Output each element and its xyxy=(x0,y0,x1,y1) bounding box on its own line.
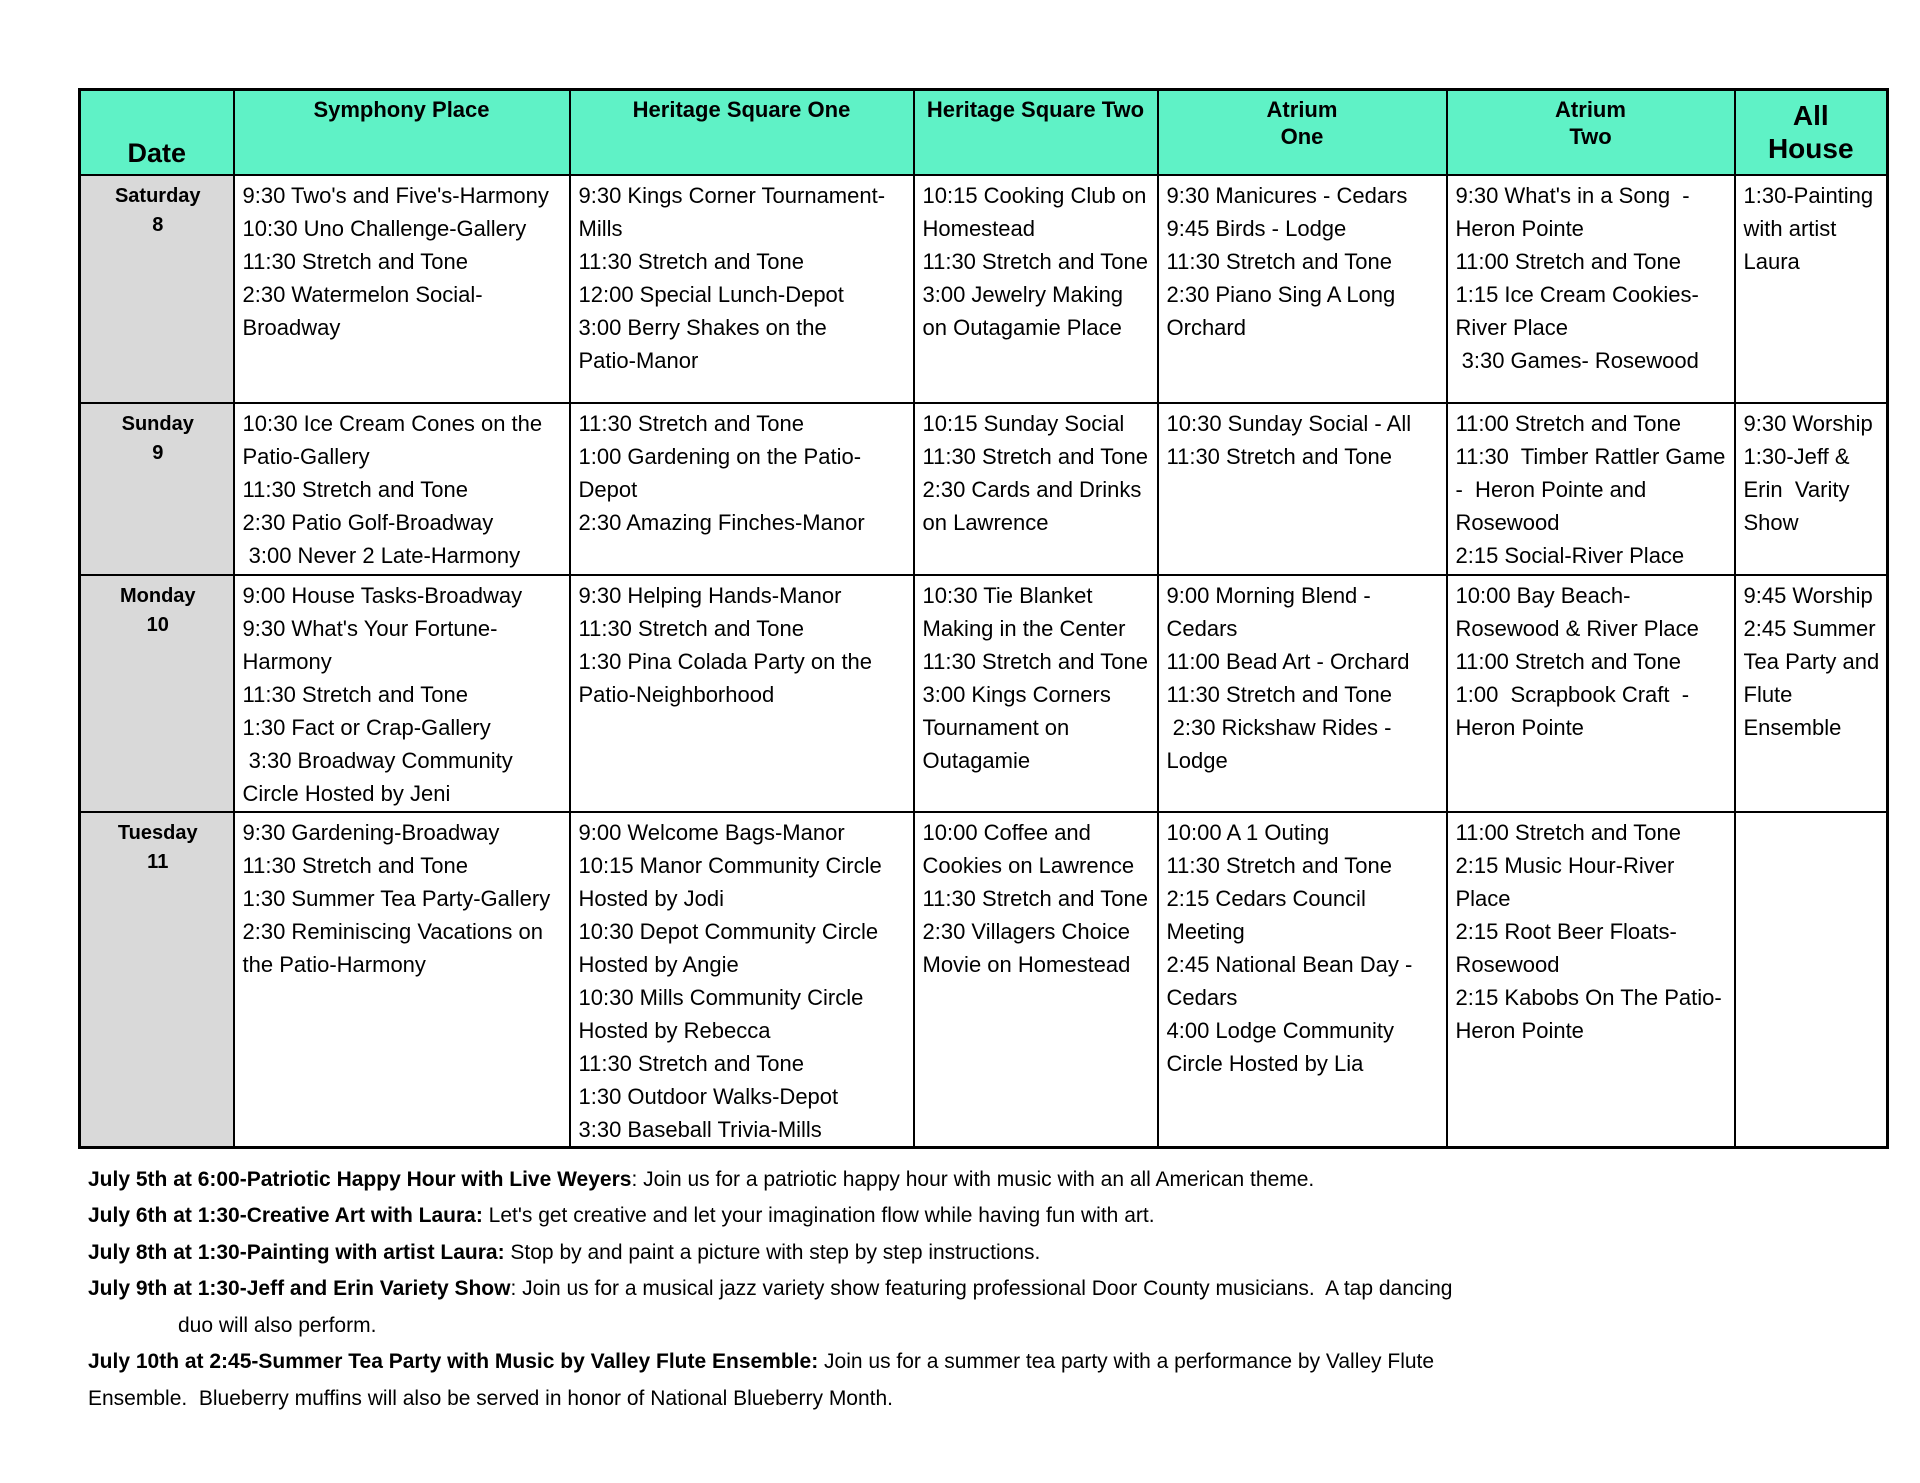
column-header-symphony-place: Symphony Place xyxy=(234,90,570,175)
cell-tuesday-heritage-square-one: 9:00 Welcome Bags-Manor 10:15 Manor Community Circle Hosted by Jodi 10:30 Depot Community Circle Hosted by Angie 10:30 Mills Community Circle Hosted by Rebecca 11:30 Stretch and Tone 1:30 Outdoor Walks-Depot 3:30 Baseball Trivia-Mills xyxy=(570,812,914,1148)
note-regular-text: : Join us for a musical jazz variety show featuring professional Door County musicians. A tap dancing xyxy=(510,1277,1453,1300)
cell-tuesday-heritage-square-two: 10:00 Coffee and Cookies on Lawrence 11:30 Stretch and Tone 2:30 Villagers Choice Movie on Homestead xyxy=(914,812,1158,1148)
note-regular-text: : Join us for a patriotic happy hour with music with an all American theme. xyxy=(631,1167,1315,1191)
cell-sunday-all-house: 9:30 Worship 1:30-Jeff & Erin Varity Show xyxy=(1735,403,1888,575)
row-monday-10 xyxy=(80,575,1888,812)
cell-tuesday-symphony-place: 9:30 Gardening-Broadway 11:30 Stretch and Tone 1:30 Summer Tea Party-Gallery 2:30 Reminiscing Vacations on the Patio-Harmony xyxy=(234,812,570,1148)
column-header-atrium-two: Atrium Two xyxy=(1447,90,1735,175)
note-regular-text: Ensemble. Blueberry muffins will also be served in honor of National Blueberry Month. xyxy=(88,1386,894,1410)
day-number: 11 xyxy=(147,850,169,873)
cell-sunday-atrium-two: 11:00 Stretch and Tone 11:30 Timber Rattler Game - Heron Pointe and Rosewood 2:15 Social-River Place xyxy=(1447,403,1735,575)
cell-saturday-symphony-place: 9:30 Two's and Five's-Harmony 10:30 Uno Challenge-Gallery 11:30 Stretch and Tone 2:30 Watermelon Social-Broadway xyxy=(234,175,570,403)
day-number: 8 xyxy=(152,213,164,236)
row-sunday-9 xyxy=(80,403,1888,575)
cell-monday-all-house: 9:45 Worship 2:45 Summer Tea Party and Flute Ensemble xyxy=(1735,575,1888,812)
note-regular-text: duo will also perform. xyxy=(178,1313,377,1337)
header-row xyxy=(80,90,1888,175)
date-cell-monday xyxy=(80,575,234,812)
note-regular-text: Let's get creative and let your imagination flow while having fun with art. xyxy=(482,1204,1155,1227)
note-july-6 xyxy=(88,1198,1886,1235)
column-header-all-house: All House xyxy=(1735,90,1888,175)
cell-monday-heritage-square-one: 9:30 Helping Hands-Manor 11:30 Stretch and Tone 1:30 Pina Colada Party on the Patio-Neighborhood xyxy=(570,575,914,812)
cell-monday-heritage-square-two: 10:30 Tie Blanket Making in the Center 11:30 Stretch and Tone 3:00 Kings Corners Tournament on Outagamie xyxy=(914,575,1158,812)
cell-monday-atrium-one: 9:00 Morning Blend - Cedars 11:00 Bead Art - Orchard 11:30 Stretch and Tone 2:30 Rickshaw Rides - Lodge xyxy=(1158,575,1447,812)
cell-monday-symphony-place: 9:00 House Tasks-Broadway 9:30 What's Your Fortune-Harmony 11:30 Stretch and Tone 1:30 Fact or Crap-Gallery 3:30 Broadway Community Circle Hosted by Jeni xyxy=(234,575,570,812)
day-name: Sunday xyxy=(121,412,194,435)
cell-tuesday-atrium-two: 11:00 Stretch and Tone 2:15 Music Hour-River Place 2:15 Root Beer Floats-Rosewood 2:15 Kabobs On The Patio-Heron Pointe xyxy=(1447,812,1735,1148)
cell-saturday-all-house: 1:30-Painting with artist Laura xyxy=(1735,175,1888,403)
cell-sunday-atrium-one: 10:30 Sunday Social - All 11:30 Stretch and Tone xyxy=(1158,403,1447,575)
note-bold-text: July 10th at 2:45-Summer Tea Party with Music by Valley Flute Ensemble: xyxy=(88,1350,819,1373)
day-number: 9 xyxy=(152,441,164,464)
activity-schedule-table xyxy=(78,88,1889,1149)
cell-saturday-heritage-square-two: 10:15 Cooking Club on Homestead 11:30 Stretch and Tone 3:00 Jewelry Making on Outagamie Place xyxy=(914,175,1158,403)
note-july-10 xyxy=(88,1344,1886,1381)
cell-saturday-atrium-one: 9:30 Manicures - Cedars 9:45 Birds - Lodge 11:30 Stretch and Tone 2:30 Piano Sing A Long Orchard xyxy=(1158,175,1447,403)
note-regular-text: Stop by and paint a picture with step by step instructions. xyxy=(504,1240,1041,1264)
date-cell-saturday xyxy=(80,175,234,403)
note-july-5 xyxy=(88,1162,1886,1199)
day-name: Tuesday xyxy=(117,821,198,844)
column-header-date: Date xyxy=(80,90,234,175)
column-header-heritage-square-one: Heritage Square One xyxy=(570,90,914,175)
day-name: Monday xyxy=(119,584,196,607)
cell-sunday-heritage-square-two: 10:15 Sunday Social 11:30 Stretch and Tone 2:30 Cards and Drinks on Lawrence xyxy=(914,403,1158,575)
note-bold-text: July 9th at 1:30-Jeff and Erin Variety Show xyxy=(88,1277,511,1300)
cell-tuesday-all-house xyxy=(1735,812,1888,1148)
cell-sunday-symphony-place: 10:30 Ice Cream Cones on the Patio-Gallery 11:30 Stretch and Tone 2:30 Patio Golf-Broadway 3:00 Never 2 Late-Harmony xyxy=(234,403,570,575)
schedule-sheet xyxy=(78,88,1886,1417)
note-july-9-continued xyxy=(88,1308,1886,1345)
column-header-atrium-one: Atrium One xyxy=(1158,90,1447,175)
day-number: 10 xyxy=(146,613,169,636)
cell-saturday-atrium-two: 9:30 What's in a Song - Heron Pointe 11:00 Stretch and Tone 1:15 Ice Cream Cookies-River Place 3:30 Games- Rosewood xyxy=(1447,175,1735,403)
note-bold-text: July 5th at 6:00-Patriotic Happy Hour with Live Weyers xyxy=(88,1167,632,1191)
note-regular-text: Join us for a summer tea party with a performance by Valley Flute xyxy=(818,1350,1435,1373)
day-name: Saturday xyxy=(114,184,201,207)
column-header-heritage-square-two: Heritage Square Two xyxy=(914,90,1158,175)
date-cell-tuesday xyxy=(80,812,234,1148)
special-events-notes xyxy=(78,1162,1886,1418)
note-july-9 xyxy=(88,1271,1886,1308)
note-july-10-continued xyxy=(88,1381,1886,1418)
row-saturday-8 xyxy=(80,175,1888,403)
row-tuesday-11 xyxy=(80,812,1888,1148)
date-cell-sunday xyxy=(80,403,234,575)
note-bold-text: July 6th at 1:30-Creative Art with Laura: xyxy=(88,1204,483,1227)
cell-monday-atrium-two: 10:00 Bay Beach-Rosewood & River Place 11:00 Stretch and Tone 1:00 Scrapbook Craft - Heron Pointe xyxy=(1447,575,1735,812)
cell-tuesday-atrium-one: 10:00 A 1 Outing 11:30 Stretch and Tone 2:15 Cedars Council Meeting 2:45 National Bean Day - Cedars 4:00 Lodge Community Circle Hosted by Lia xyxy=(1158,812,1447,1148)
cell-sunday-heritage-square-one: 11:30 Stretch and Tone 1:00 Gardening on the Patio-Depot 2:30 Amazing Finches-Manor xyxy=(570,403,914,575)
note-bold-text: July 8th at 1:30-Painting with artist Laura: xyxy=(88,1240,505,1264)
note-july-8 xyxy=(88,1235,1886,1272)
cell-saturday-heritage-square-one: 9:30 Kings Corner Tournament-Mills 11:30 Stretch and Tone 12:00 Special Lunch-Depot 3:00 Berry Shakes on the Patio-Manor xyxy=(570,175,914,403)
